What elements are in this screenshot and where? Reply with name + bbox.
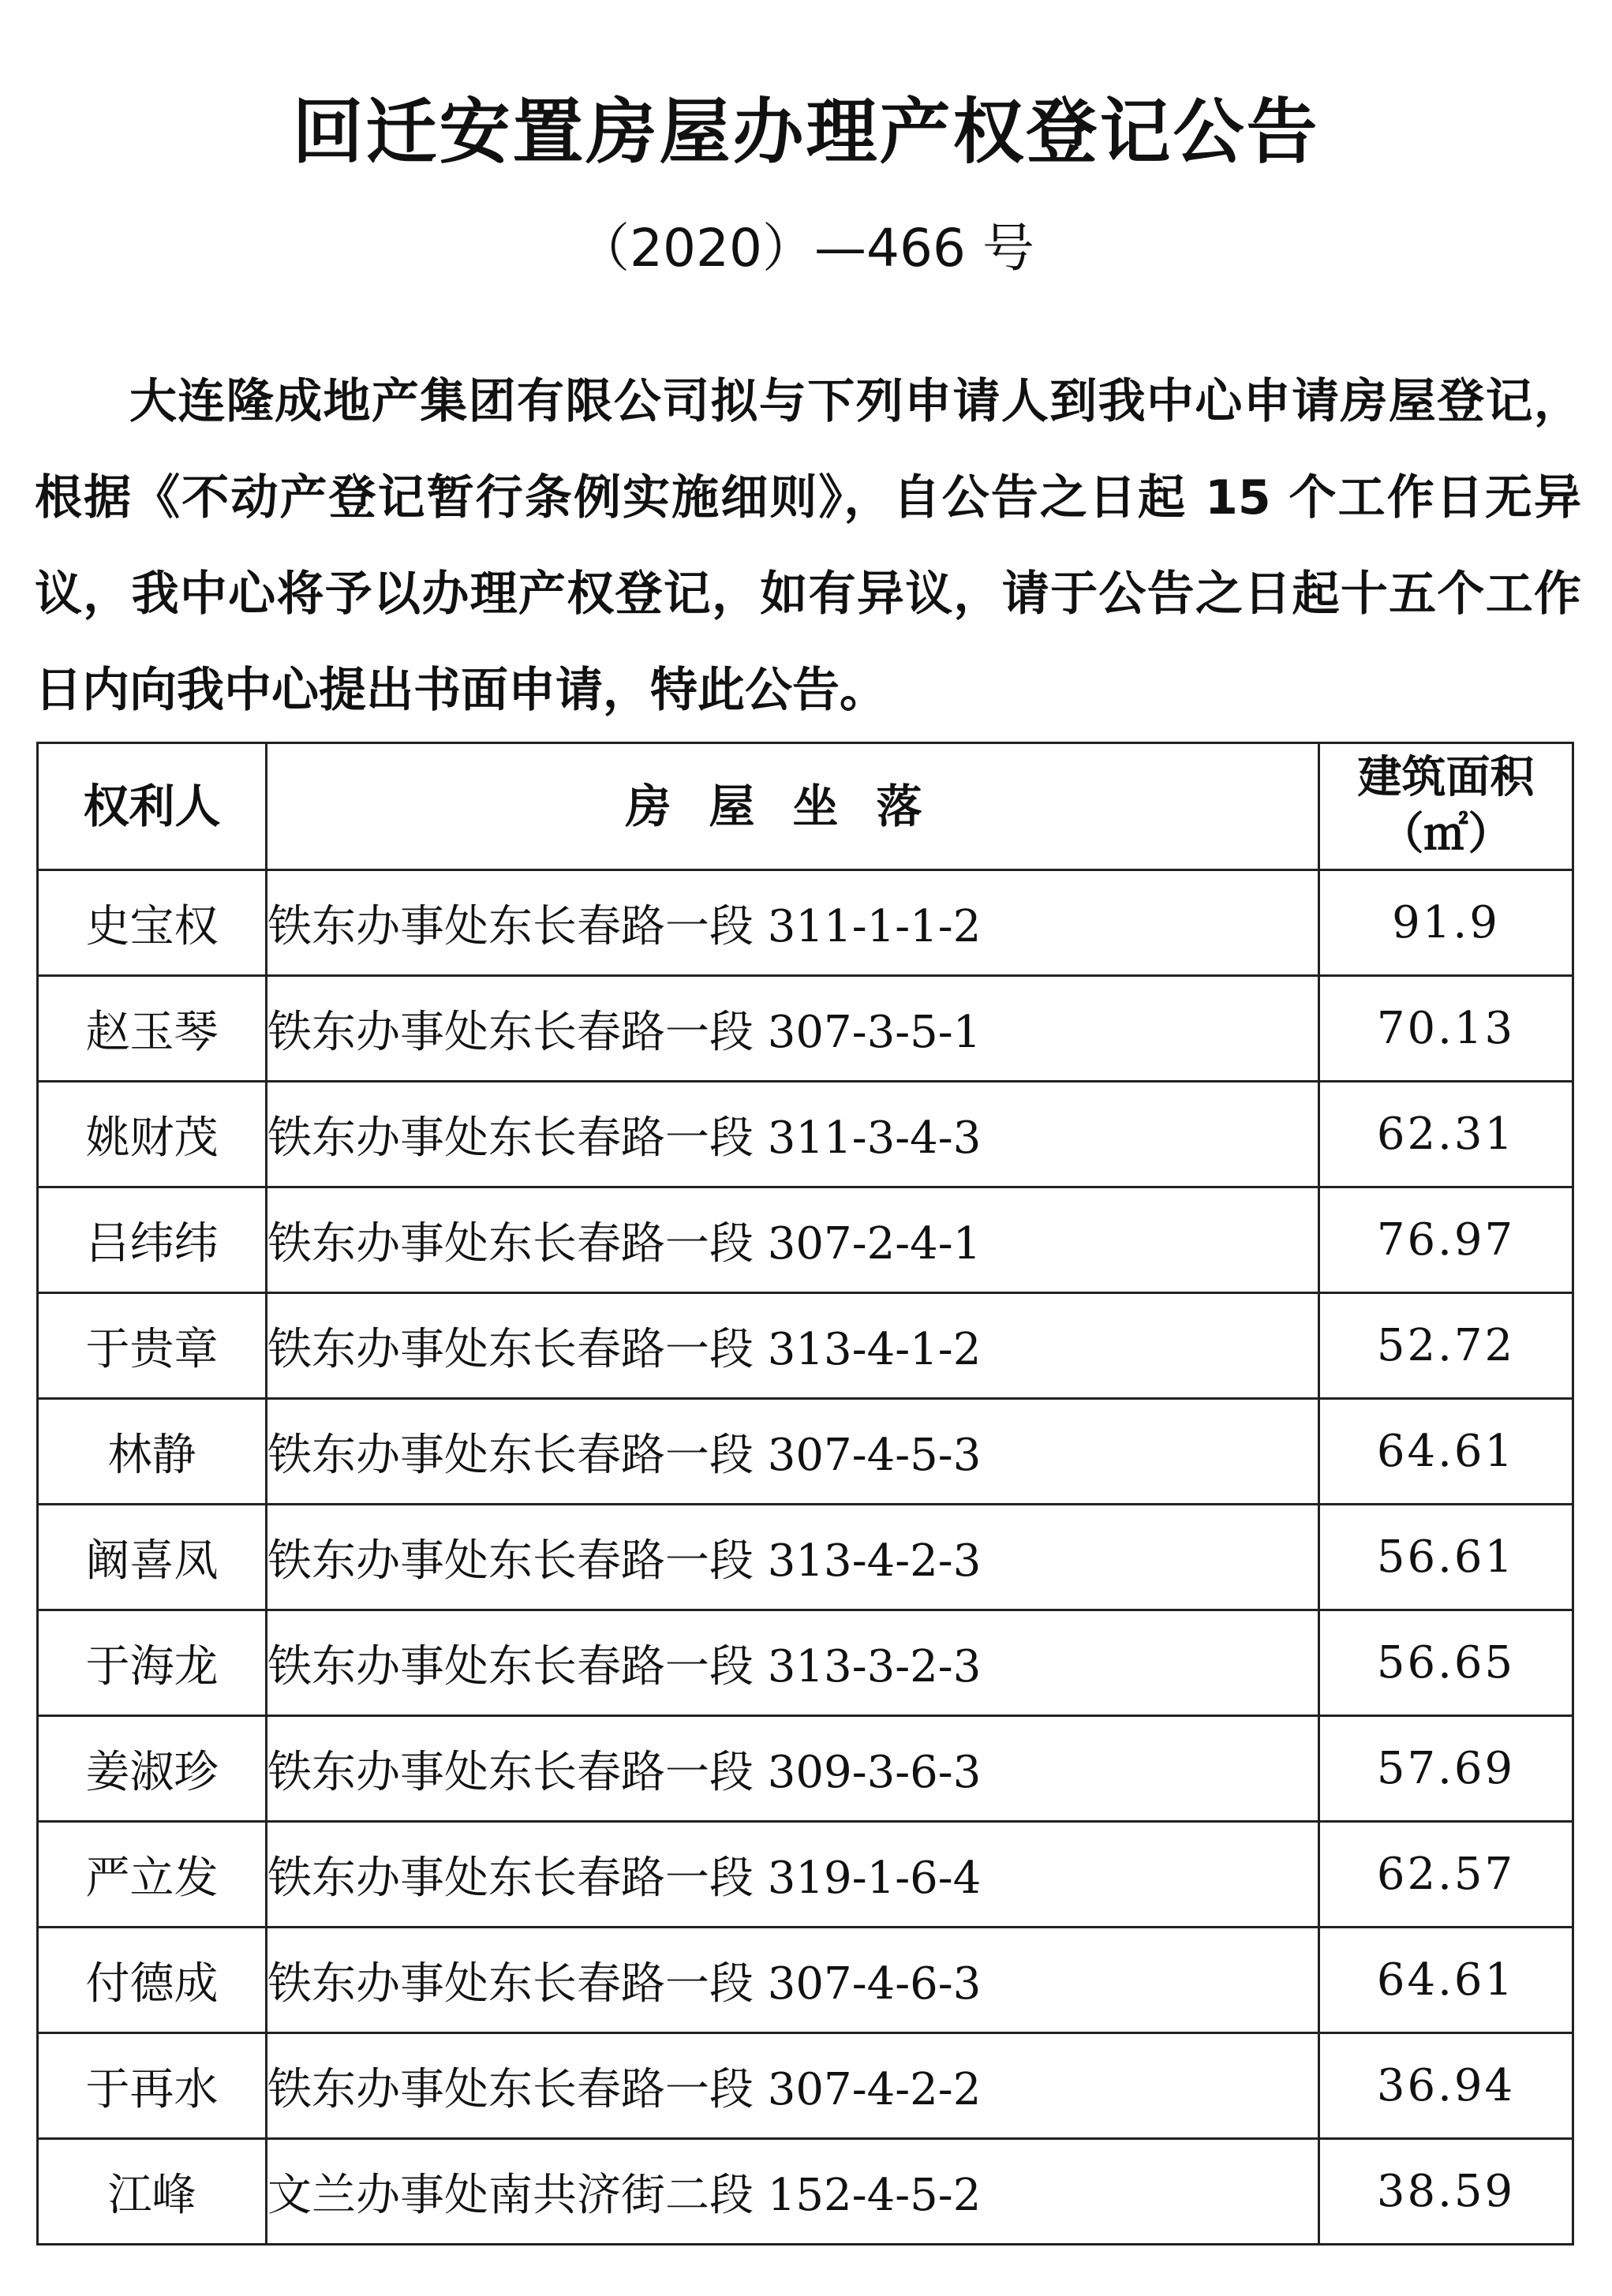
owner-cell: 史宝权 [38,870,267,976]
table-row [38,1505,1573,1610]
area-cell: 57.69 [1319,1716,1573,1822]
area-cell: 62.57 [1319,1822,1573,1928]
owner-cell: 吕纬纬 [38,1187,267,1293]
table-row [38,1399,1573,1505]
table-header-row [38,743,1573,870]
area-cell: 62.31 [1319,1082,1573,1187]
table-row [38,1610,1573,1716]
location-cell: 铁东办事处东长春路一段 313-3-2-3 [267,1610,1319,1716]
table-row [38,1928,1573,2033]
location-cell: 铁东办事处东长春路一段 307-2-4-1 [267,1187,1319,1293]
area-cell: 36.94 [1319,2033,1573,2139]
owner-cell: 于再水 [38,2033,267,2139]
table-row [38,1293,1573,1399]
header-owner: 权利人 [38,743,267,870]
registration-table [36,742,1574,2246]
header-area-unit: （㎡） [1379,809,1513,860]
location-cell: 铁东办事处东长春路一段 307-4-2-2 [267,2033,1319,2139]
location-cell: 文兰办事处南共济街二段 152-4-5-2 [267,2139,1319,2245]
notice-title: 回迁安置房屋办理产权登记公告 [292,91,1320,174]
table-row [38,976,1573,1082]
area-cell: 70.13 [1319,976,1573,1082]
table-row [38,2033,1573,2139]
header-area [1319,743,1573,870]
table-row [38,1187,1573,1293]
location-cell: 铁东办事处东长春路一段 311-3-4-3 [267,1082,1319,1187]
owner-cell: 于海龙 [38,1610,267,1716]
header-area-label: 建筑面积 [1357,752,1535,803]
location-cell: 铁东办事处东长春路一段 311-1-1-2 [267,870,1319,976]
table-row [38,1822,1573,1928]
table-row [38,1082,1573,1187]
table-row [38,870,1573,976]
area-cell: 64.61 [1319,1399,1573,1505]
area-cell: 91.9 [1319,870,1573,976]
document-number: （2020）—466 号 [578,218,1034,279]
owner-cell: 江峰 [38,2139,267,2245]
area-cell: 76.97 [1319,1187,1573,1293]
area-cell: 52.72 [1319,1293,1573,1399]
owner-cell: 姜淑珍 [38,1716,267,1822]
owner-cell: 于贵章 [38,1293,267,1399]
location-cell: 铁东办事处东长春路一段 307-3-5-1 [267,976,1319,1082]
owner-cell: 赵玉琴 [38,976,267,1082]
location-cell: 铁东办事处东长春路一段 319-1-6-4 [267,1822,1319,1928]
location-cell: 铁东办事处东长春路一段 309-3-6-3 [267,1716,1319,1822]
notice-body: 大连隆成地产集团有限公司拟与下列申请人到我中心申请房屋登记，根据《不动产登记暂行条例实施细则》，自公告之日起 15 个工作日无异议，我中心将予以办理产权登记，如有异议，请于公告之日起十五个工作日内向我中心提出书面申请，特此公告。 [35,374,1581,718]
owner-cell: 付德成 [38,1928,267,2033]
area-cell: 56.65 [1319,1610,1573,1716]
area-cell: 38.59 [1319,2139,1573,2245]
header-location: 房屋坐落 [267,743,1319,870]
table-row [38,1716,1573,1822]
location-cell: 铁东办事处东长春路一段 307-4-6-3 [267,1928,1319,2033]
table-body [38,870,1573,2245]
owner-cell: 林静 [38,1399,267,1505]
owner-cell: 阚喜凤 [38,1505,267,1610]
owner-cell: 严立发 [38,1822,267,1928]
location-cell: 铁东办事处东长春路一段 307-4-5-3 [267,1399,1319,1505]
location-cell: 铁东办事处东长春路一段 313-4-1-2 [267,1293,1319,1399]
location-cell: 铁东办事处东长春路一段 313-4-2-3 [267,1505,1319,1610]
area-cell: 56.61 [1319,1505,1573,1610]
table-row [38,2139,1573,2245]
area-cell: 64.61 [1319,1928,1573,2033]
owner-cell: 姚财茂 [38,1082,267,1187]
